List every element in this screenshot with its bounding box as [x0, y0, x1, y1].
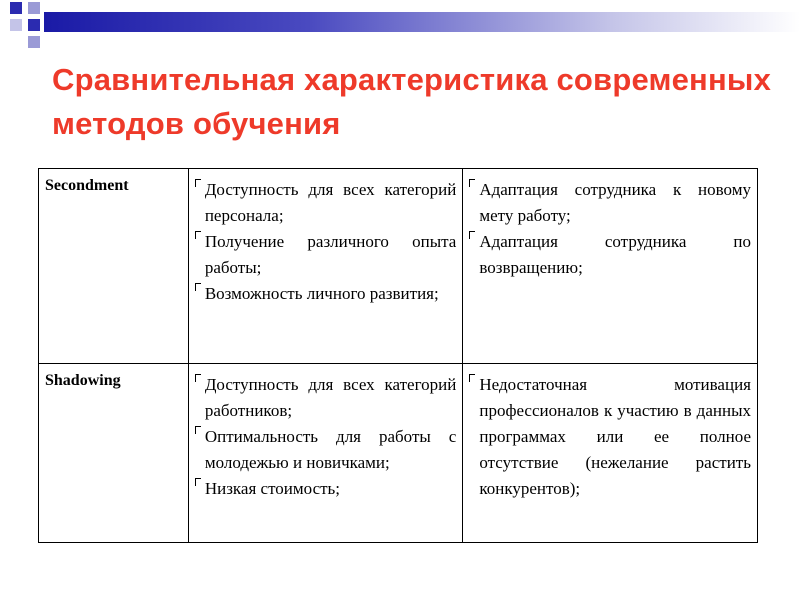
advantages-cell: [188, 364, 463, 543]
square-5: [28, 36, 40, 48]
table-row: [39, 364, 758, 543]
disadvantages-cell: [463, 169, 758, 364]
list-item: Низкая стоимость;: [195, 476, 457, 502]
list-item: Доступность для всех категорий работников;: [195, 372, 457, 424]
square-1: [10, 2, 22, 14]
list-item: Недостаточная мотивация профессионалов к участию в данных программах или ее полное отсутствие (нежелание растить конкурентов);: [469, 372, 751, 502]
square-4: [28, 19, 40, 31]
method-name: Secondment: [39, 169, 189, 364]
disadvantages-cell: [463, 364, 758, 543]
list-item: Доступность для всех категорий персонала;: [195, 177, 457, 229]
header-gradient-bar: [44, 12, 800, 32]
method-name: Shadowing: [39, 364, 189, 543]
list-item: Адаптация сотрудника к новому мету работу;: [469, 177, 751, 229]
list-item: Оптимальность для работы с молодежью и новичками;: [195, 424, 457, 476]
list-item: Получение различного опыта работы;: [195, 229, 457, 281]
list-item: Возможность личного развития;: [195, 281, 457, 307]
list-item: Адаптация сотрудника по возвращению;: [469, 229, 751, 281]
square-2: [28, 2, 40, 14]
table-row: [39, 169, 758, 364]
advantages-cell: [188, 169, 463, 364]
slide-title: Сравнительная характеристика современных методов обучения: [52, 62, 772, 141]
comparison-table: [38, 168, 758, 543]
square-3: [10, 19, 22, 31]
